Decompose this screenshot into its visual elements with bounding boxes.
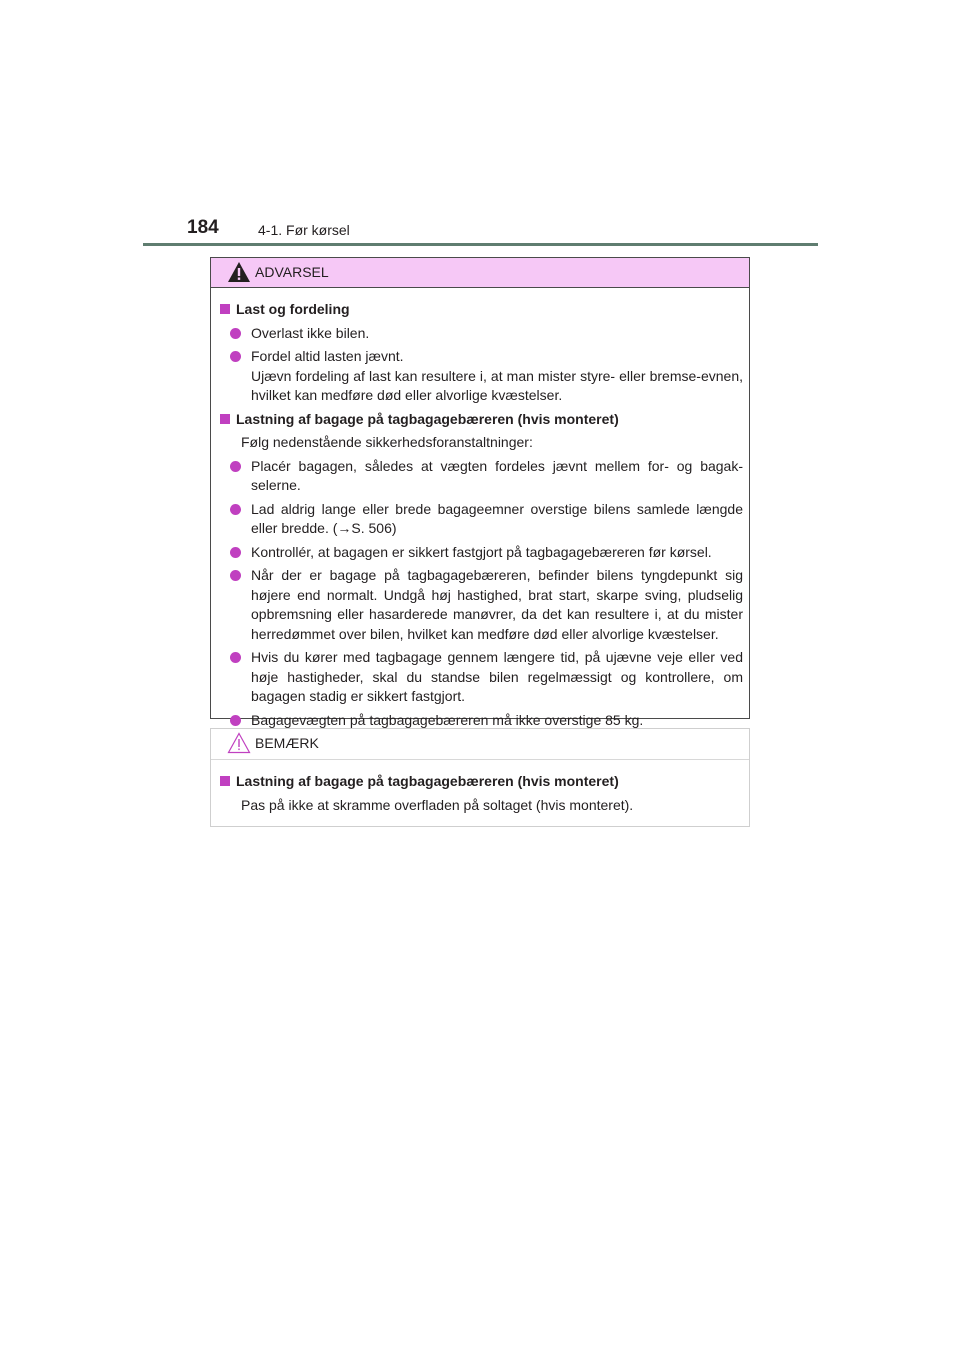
notice-header — [211, 729, 749, 760]
page-number: 184 — [187, 217, 219, 238]
warning-label: ADVARSEL — [255, 264, 329, 280]
circle-bullet-icon — [230, 328, 241, 339]
list-item: Bagagevægten på tagbagagebæreren må ikke overstige 85 kg. — [230, 711, 743, 731]
square-bullet-icon — [220, 414, 230, 424]
section-intro: Følg nedenstående sikkerhedsforanstaltninger: — [241, 434, 533, 450]
warning-body — [211, 288, 749, 730]
notice-box — [210, 728, 750, 827]
page-header — [143, 214, 818, 248]
warning-section-heading: Last og fordeling — [220, 300, 743, 320]
square-bullet-icon — [220, 776, 230, 786]
circle-bullet-icon — [230, 504, 241, 515]
caution-outline-triangle-icon — [227, 732, 251, 754]
list-item: Overlast ikke bilen. — [230, 324, 743, 344]
warning-box — [210, 257, 750, 728]
warning-section-heading: Lastning af bagage på tagbagagebæreren (hvis monteret) — [220, 410, 743, 430]
circle-bullet-icon — [230, 715, 241, 726]
warning-triangle-icon — [227, 261, 251, 283]
warning-header — [211, 258, 749, 288]
list-item: Kontrollér, at bagagen er sikkert fastgjort på tagbagagebæreren før kørsel. — [230, 543, 743, 563]
circle-bullet-icon — [230, 652, 241, 663]
notice-body — [211, 760, 749, 815]
notice-text: Pas på ikke at skramme overfladen på soltaget (hvis monteret). — [241, 796, 634, 813]
notice-label: BEMÆRK — [255, 735, 319, 751]
list-item: Når der er bagage på tagbagagebæreren, befinder bilens tyngdepunkt sig højere end normalt. Undgå høj hastighed, brat start, skarpe sving, pludselig opbremsning eller hasarderede manøvrer, da det kan resultere i, at du mister herredømmet over bilen, hvilket kan medføre død eller alvorlige kvæstelser. — [230, 566, 743, 644]
list-item: Hvis du kører med tagbagage gennem længere tid, på ujævne veje eller ved høje hastigheder, skal du standse bilen regelmæssigt og kontrollere, om bagagen stadig er sikkert fastgjort. — [230, 648, 743, 707]
circle-bullet-icon — [230, 461, 241, 472]
list-item: Placér bagagen, således at vægten fordeles jævnt mellem for- og bagak-selerne. — [230, 457, 743, 496]
header-rule — [143, 243, 818, 246]
circle-bullet-icon — [230, 547, 241, 558]
circle-bullet-icon — [230, 351, 241, 362]
notice-heading: Lastning af bagage på tagbagagebæreren (hvis monteret) — [220, 772, 743, 792]
list-item: Lad aldrig lange eller brede bagageemner overstige bilens samlede længde eller bredde. (→S. 506) — [230, 500, 743, 539]
circle-bullet-icon — [230, 570, 241, 581]
square-bullet-icon — [220, 304, 230, 314]
list-item: Fordel altid lasten jævnt. Ujævn fordeling af last kan resultere i, at man mister styre- eller bremse-evnen, hvilket kan medføre død eller alvorlige kvæstelser. — [230, 347, 743, 406]
section-title: 4-1. Før kørsel — [258, 222, 350, 238]
